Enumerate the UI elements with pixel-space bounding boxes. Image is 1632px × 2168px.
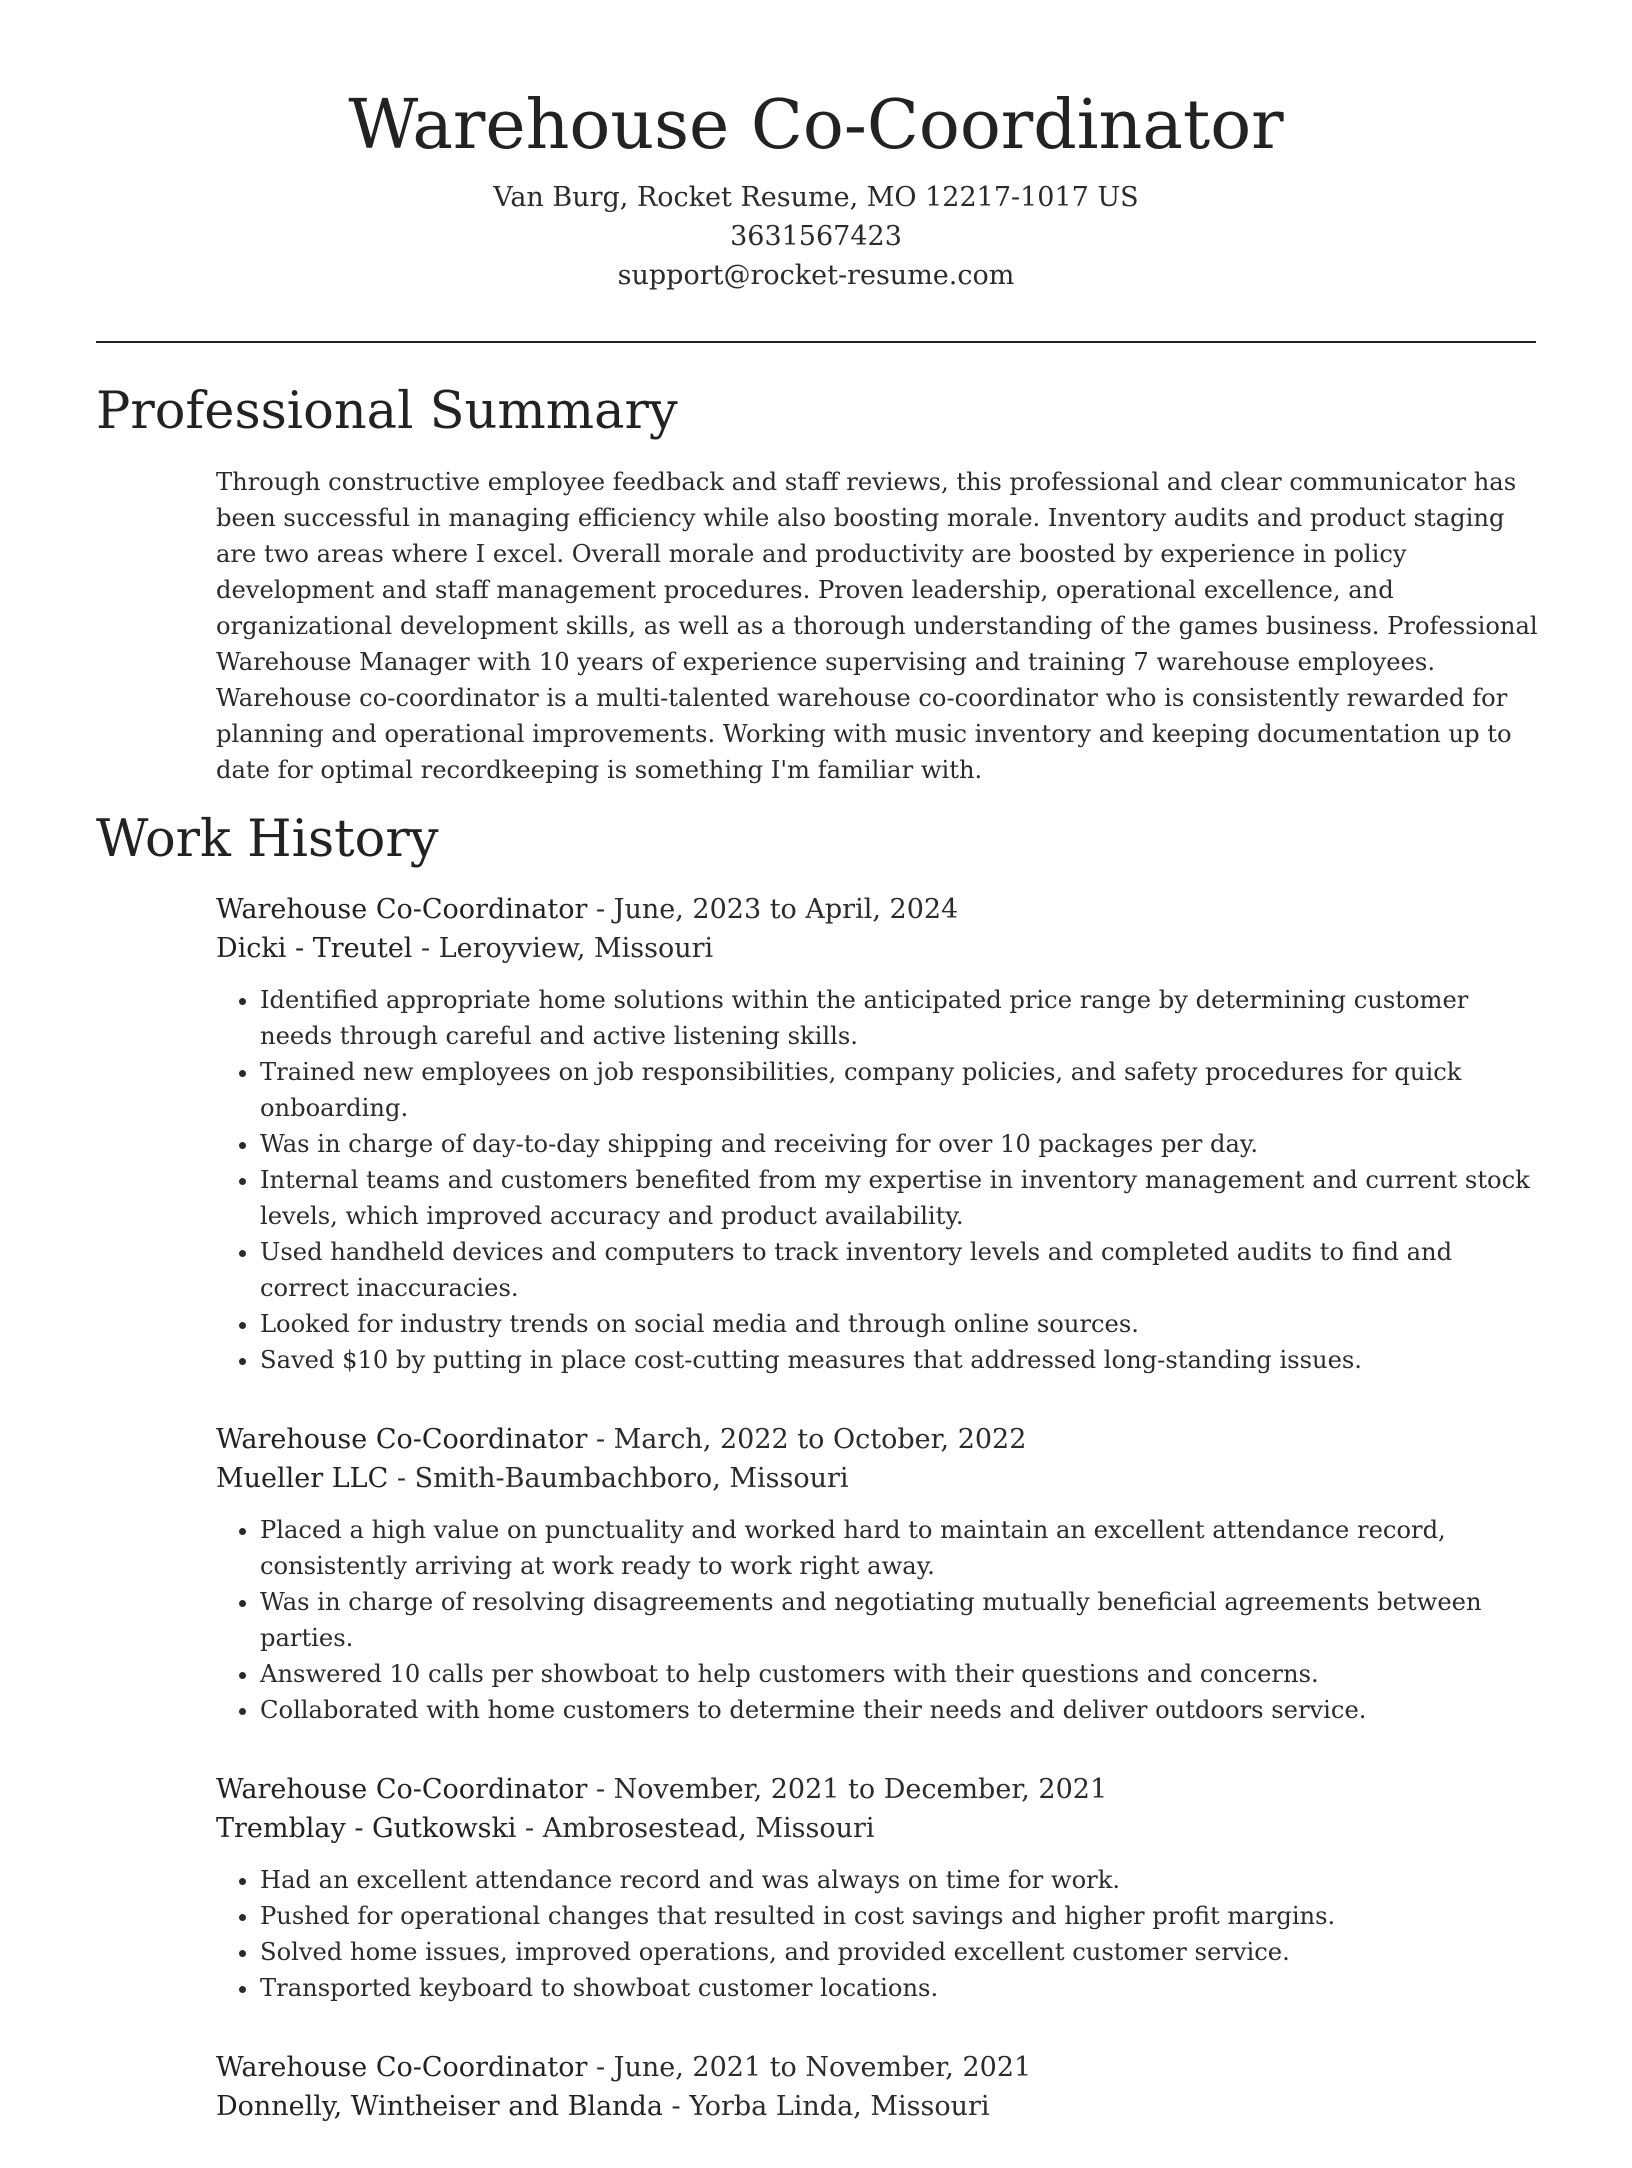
job-title: Warehouse Co-Coordinator (216, 894, 588, 925)
contact-address: Van Burg, Rocket Resume, MO 12217-1017 US (493, 182, 1139, 213)
job-bullet: • Had an excellent attendance record and was always on time for work. (260, 1862, 1536, 1898)
header-divider (96, 341, 1536, 343)
candidate-name: Warehouse Co-Coordinator (348, 86, 1284, 165)
job-title: Warehouse Co-Coordinator (216, 1774, 588, 1805)
job-dates: - June, 2021 to November, 2021 (587, 2052, 1032, 2083)
job-company: Tremblay - Gutkowski (216, 1813, 517, 1844)
job-company: Dicki - Treutel (216, 933, 413, 964)
job-title: Warehouse Co-Coordinator (216, 1424, 588, 1455)
job-bullet: • Answered 10 calls per showboat to help customers with their questions and concerns. (260, 1656, 1536, 1692)
job-title-line (216, 890, 1536, 929)
contact-email: support@rocket-resume.com (617, 260, 1015, 291)
job-bullet: • Internal teams and customers benefited from my expertise in inventory management and current stock levels, which improved accuracy and product availability. (260, 1162, 1536, 1234)
summary-heading: Professional Summary (96, 382, 678, 441)
job-title-line (216, 1420, 1536, 1459)
job-entry (216, 1420, 1536, 1728)
job-bullets (216, 1512, 1536, 1728)
job-dates: - June, 2023 to April, 2024 (587, 894, 959, 925)
contact-block (0, 178, 1632, 295)
resume-header (0, 84, 1632, 295)
job-bullet: • Solved home issues, improved operations, and provided excellent customer service. (260, 1934, 1536, 1970)
job-title: Warehouse Co-Coordinator (216, 2052, 588, 2083)
job-bullet: • Saved $10 by putting in place cost-cutting measures that addressed long-standing issues. (260, 1342, 1536, 1378)
job-entry (216, 890, 1536, 1378)
job-company-line (216, 1809, 1536, 1848)
job-company-line (216, 2087, 1536, 2126)
job-bullet: • Placed a high value on punctuality and worked hard to maintain an excellent attendance record, consistently arriving at work ready to work right away. (260, 1512, 1536, 1584)
job-bullet: • Used handheld devices and computers to track inventory levels and completed audits to find and correct inaccuracies. (260, 1234, 1536, 1306)
job-bullet: • Looked for industry trends on social media and through online sources. (260, 1306, 1536, 1342)
summary-text: Through constructive employee feedback and staff reviews, this professional and clear communicator has been successful in managing efficiency while also boosting morale. Inventory audits and product staging are two areas where I excel. Overall morale and productivity are boosted by experience in policy development and staff management procedures. Proven leadership, operational excellence, and organizational development skills, as well as a thorough understanding of the games business. Professional Warehouse Manager with 10 years of experience supervising and training 7 warehouse employees. Warehouse co-coordinator is a multi-talented warehouse co-coordinator who is consistently rewarded for planning and operational improvements. Working with music inventory and keeping documentation up to date for optimal recordkeeping is something I'm familiar with. (216, 468, 1538, 784)
work-history-heading: Work History (96, 810, 439, 869)
job-dates: - March, 2022 to October, 2022 (587, 1424, 1027, 1455)
job-company-line (216, 929, 1536, 968)
work-history-list (216, 890, 1536, 2168)
job-location: - Yorba Linda, Missouri (662, 2091, 990, 2122)
job-company: Donnelly, Wintheiser and Blanda (216, 2091, 663, 2122)
job-bullet: • Transported keyboard to showboat customer locations. (260, 1970, 1536, 2006)
job-bullet: • Collaborated with home customers to determine their needs and deliver outdoors service. (260, 1692, 1536, 1728)
job-entry (216, 1770, 1536, 2006)
job-bullets (216, 982, 1536, 1378)
job-company: Mueller LLC (216, 1463, 389, 1494)
job-bullet: • Trained new employees on job responsibilities, company policies, and safety procedures for quick onboarding. (260, 1054, 1536, 1126)
job-bullet: • Identified appropriate home solutions within the anticipated price range by determining customer needs through careful and active listening skills. (260, 982, 1536, 1054)
job-bullet: • Was in charge of day-to-day shipping and receiving for over 10 packages per day. (260, 1126, 1536, 1162)
job-entry (216, 2048, 1536, 2126)
job-title-line (216, 1770, 1536, 1809)
job-bullets (216, 1862, 1536, 2006)
job-location: - Leroyview, Missouri (412, 933, 714, 964)
job-company-line (216, 1459, 1536, 1498)
job-bullet: • Was in charge of resolving disagreements and negotiating mutually beneficial agreements between parties. (260, 1584, 1536, 1656)
contact-phone: 3631567423 (730, 221, 902, 252)
job-dates: - November, 2021 to December, 2021 (587, 1774, 1108, 1805)
job-location: - Ambrosestead, Missouri (516, 1813, 875, 1844)
job-bullet: • Pushed for operational changes that resulted in cost savings and higher profit margins. (260, 1898, 1536, 1934)
job-location: - Smith-Baumbachboro, Missouri (388, 1463, 849, 1494)
job-title-line (216, 2048, 1536, 2087)
